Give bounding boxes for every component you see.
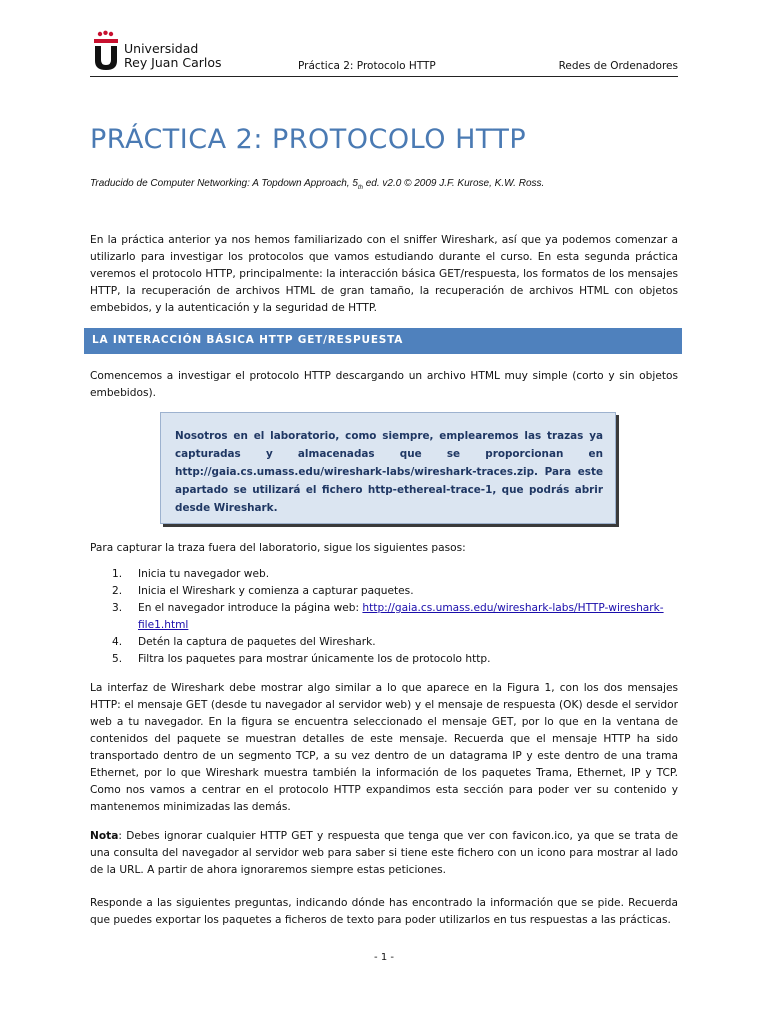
- page-number: - 1 -: [374, 952, 394, 963]
- step-text: Filtra los paquetes para mostrar únicamente los de protocolo http.: [138, 653, 491, 665]
- list-item: [90, 600, 678, 634]
- university-name-line1: Universidad: [124, 41, 199, 56]
- page-title: PRÁCTICA 2: PROTOCOLO HTTP: [90, 124, 527, 155]
- note-label: Nota: [90, 830, 119, 842]
- step-text: Inicia tu navegador web.: [138, 568, 270, 580]
- favicon-note-paragraph: [90, 828, 678, 879]
- step-text: Inicia el Wireshark y comienza a capturar paquetes.: [138, 585, 414, 597]
- credit-superscript: th: [357, 185, 363, 191]
- header-divider: [90, 76, 678, 77]
- list-item: [90, 651, 678, 668]
- university-name-line2: Rey Juan Carlos: [124, 55, 222, 70]
- translation-credit: [90, 178, 544, 191]
- intro-paragraph: En la práctica anterior ya nos hemos familiarizado con el sniffer Wireshark, así que ya podemos comenzar a utilizarlo para investigar los protocolos que vamos estudiando durante el curso. En esta segunda práctica veremos el protocolo HTTP, principalmente: la interacción básica GET/respuesta, los formatos de los mensajes HTTP, la recuperación de archivos HTML de gran tamaño, la recuperación de archivos HTML con objetos embebidos, y la autenticación y la seguridad de HTTP.: [90, 234, 678, 314]
- university-logo-icon: [90, 30, 124, 70]
- section-heading: LA INTERACCIÓN BÁSICA HTTP GET/RESPUESTA: [92, 334, 404, 346]
- note-text: : Debes ignorar cualquier HTTP GET y respuesta que tenga que ver con favicon.ico, ya que se trata de una consulta del navegador al servidor web para saber si tiene este fichero con un icono para mostrar al lado de la URL. A partir de ahora ignoraremos siempre estas peticiones.: [90, 830, 678, 876]
- step-number: 2.: [112, 585, 123, 597]
- list-item: [90, 583, 678, 600]
- lab-note-box: [160, 412, 616, 524]
- steps-list: [90, 566, 678, 668]
- step-text: Detén la captura de paquetes del Wireshark.: [138, 636, 376, 648]
- university-name: [124, 42, 222, 70]
- credit-text-before: Traducido de Computer Networking: A Topdown Approach, 5: [90, 178, 358, 189]
- page-header: [90, 30, 678, 76]
- steps-intro: Para capturar la traza fuera del laboratorio, sigue los siguientes pasos:: [90, 542, 466, 554]
- list-item: [90, 634, 678, 651]
- header-practice-title: Práctica 2: Protocolo HTTP: [298, 60, 436, 72]
- header-course-name: Redes de Ordenadores: [558, 60, 678, 72]
- wireshark-file1-link[interactable]: http://gaia.cs.umass.edu/wireshark-labs/HTTP-wireshark-file1.html: [138, 602, 664, 631]
- step-number: 1.: [112, 568, 123, 580]
- section-intro-paragraph: Comencemos a investigar el protocolo HTTP descargando un archivo HTML muy simple (corto y sin objetos embebidos).: [90, 370, 678, 399]
- step-number: 5.: [112, 653, 123, 665]
- credit-text-after: ed. v2.0 © 2009 J.F. Kurose, K.W. Ross.: [362, 178, 545, 189]
- list-item: [90, 566, 678, 583]
- lab-note-text: Nosotros en el laboratorio, como siempre, emplearemos las trazas ya capturadas y almacenadas que se proporcionan en http://gaia.cs.umass.edu/wireshark-labs/wireshark-traces.zip. Para este apartado se utilizará el fichero http-ethereal-trace-1, que podrás abrir desde Wireshark.: [175, 430, 603, 514]
- step-number: 3.: [112, 602, 123, 614]
- interface-paragraph: La interfaz de Wireshark debe mostrar algo similar a lo que aparece en la Figura 1, con los dos mensajes HTTP: el mensaje GET (desde tu navegador al servidor web) y el mensaje de respuesta (OK) desde el servidor web a tu navegador. En la figura se encuentra seleccionado el mensaje GET, por lo que en la ventana de contenidos del paquete se muestran detalles de este mensaje. Recuerda que el mensaje HTTP ha sido transportado dentro de un segmento TCP, a su vez dentro de un datagrama IP y este dentro de una trama Ethernet, por lo que Wireshark muestra también la información de los paquetes Trama, Ethernet, IP y TCP. Como nos vamos a centrar en el protocolo HTTP expandimos esta sección para poder ver su contenido y mantenemos minimizadas las demás.: [90, 682, 678, 813]
- answer-instructions-paragraph: Responde a las siguientes preguntas, indicando dónde has encontrado la información que se pide. Recuerda que puedes exportar los paquetes a ficheros de texto para poder utilizarlos en tus respuestas a las prácticas.: [90, 897, 678, 926]
- step-number: 4.: [112, 636, 123, 648]
- step-text: En el navegador introduce la página web:: [138, 602, 363, 614]
- section-heading-bar: [84, 328, 682, 354]
